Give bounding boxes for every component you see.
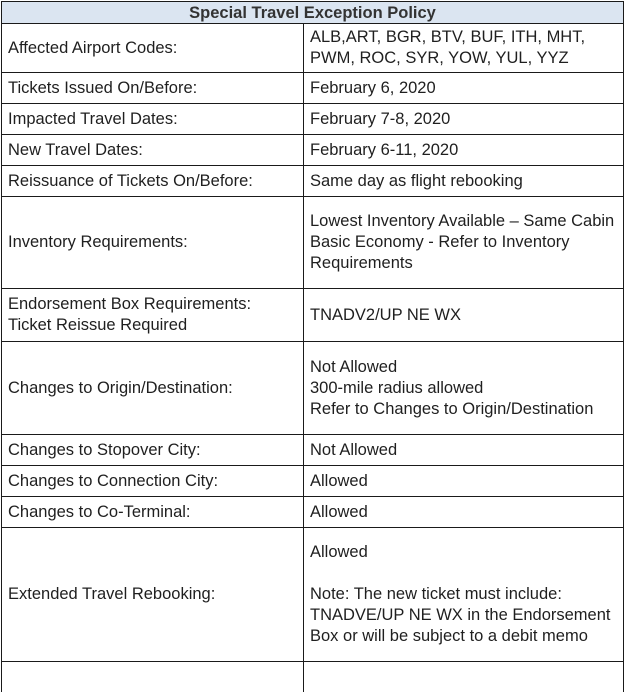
table-row xyxy=(2,135,624,166)
row-label xyxy=(2,197,304,289)
row-value-line: February 6, 2020 xyxy=(310,78,617,99)
row-label xyxy=(2,342,304,435)
table-row-partial xyxy=(2,662,624,692)
row-label-line: Affected Airport Codes: xyxy=(8,38,297,59)
table-header-row xyxy=(2,2,624,24)
row-value-line: Not Allowed xyxy=(310,440,617,461)
row-label xyxy=(2,104,304,135)
row-label-line: Extended Travel Rebooking: xyxy=(8,584,297,605)
row-value xyxy=(304,289,624,342)
row-label xyxy=(2,289,304,342)
table-row xyxy=(2,342,624,435)
row-label xyxy=(2,528,304,662)
table-row xyxy=(2,289,624,342)
row-label-line: Tickets Issued On/Before: xyxy=(8,78,297,99)
table-row xyxy=(2,24,624,73)
row-value-line: February 6-11, 2020 xyxy=(310,140,617,161)
table-row xyxy=(2,197,624,289)
row-label xyxy=(2,466,304,497)
row-label-line: Inventory Requirements: xyxy=(8,232,297,253)
row-value xyxy=(304,135,624,166)
row-label-line: Ticket Reissue Required xyxy=(8,315,297,336)
row-label-line: Impacted Travel Dates: xyxy=(8,109,297,130)
row-value xyxy=(304,73,624,104)
row-label-line: New Travel Dates: xyxy=(8,140,297,161)
row-value xyxy=(304,197,624,289)
table-row xyxy=(2,528,624,662)
table-row xyxy=(2,466,624,497)
row-value xyxy=(304,466,624,497)
row-value-line: Basic Economy - Refer to Inventory Requirements xyxy=(310,232,617,274)
row-value-line: Refer to Changes to Origin/Destination xyxy=(310,399,617,420)
row-label-line: Reissuance of Tickets On/Before: xyxy=(8,171,297,192)
row-value-spacer xyxy=(310,563,617,584)
row-label xyxy=(2,24,304,73)
row-label xyxy=(2,166,304,197)
row-value-line: Not Allowed xyxy=(310,357,617,378)
row-value xyxy=(304,528,624,662)
row-label xyxy=(2,73,304,104)
row-value-line: February 7-8, 2020 xyxy=(310,109,617,130)
row-value-line: TNADV2/UP NE WX xyxy=(310,305,617,326)
row-value-line: Lowest Inventory Available – Same Cabin xyxy=(310,211,617,232)
row-label-line: Changes to Stopover City: xyxy=(8,440,297,461)
row-value xyxy=(304,342,624,435)
row-label-line: Changes to Connection City: xyxy=(8,471,297,492)
table-row xyxy=(2,435,624,466)
row-label xyxy=(2,497,304,528)
policy-table xyxy=(1,1,624,692)
row-value xyxy=(304,166,624,197)
row-label-line: Endorsement Box Requirements: xyxy=(8,294,297,315)
table-row xyxy=(2,104,624,135)
table-row xyxy=(2,497,624,528)
table-title: Special Travel Exception Policy xyxy=(2,2,624,24)
row-label xyxy=(2,435,304,466)
table-body xyxy=(2,24,624,692)
row-value-line: Allowed xyxy=(310,471,617,492)
row-value xyxy=(304,24,624,73)
row-value-line: Allowed xyxy=(310,542,617,563)
row-value xyxy=(304,497,624,528)
row-value xyxy=(304,104,624,135)
table-row xyxy=(2,166,624,197)
row-value-line: ALB,ART, BGR, BTV, BUF, ITH, MHT, PWM, ROC, SYR, YOW, YUL, YYZ xyxy=(310,27,617,69)
row-label-line: Changes to Co-Terminal: xyxy=(8,502,297,523)
row-value-line: Allowed xyxy=(310,502,617,523)
row-value xyxy=(304,435,624,466)
row-label xyxy=(2,135,304,166)
row-value-line: 300-mile radius allowed xyxy=(310,378,617,399)
table-row xyxy=(2,73,624,104)
row-value-line: Same day as flight rebooking xyxy=(310,171,617,192)
row-value-empty xyxy=(304,662,624,692)
row-label-line: Changes to Origin/Destination: xyxy=(8,378,297,399)
row-value-line: Note: The new ticket must include: TNADVE/UP NE WX in the Endorsement Box or will be subject to a debit memo xyxy=(310,584,617,647)
row-label-empty xyxy=(2,662,304,692)
